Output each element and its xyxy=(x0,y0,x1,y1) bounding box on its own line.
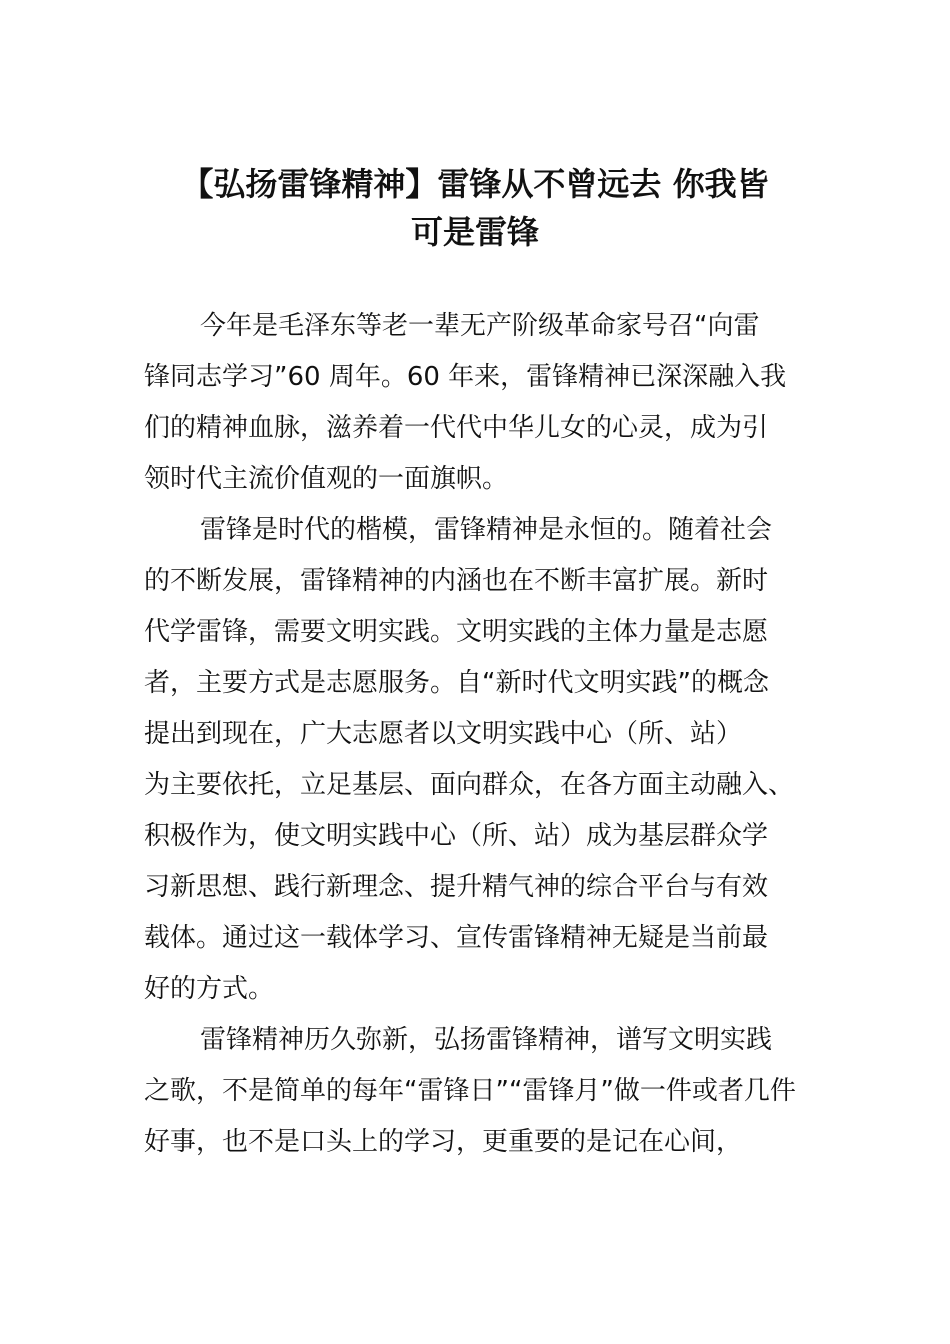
paragraph-line: 锋同志学习”60 周年。60 年来，雷锋精神已深深融入我 xyxy=(144,362,787,392)
paragraph-line: 的不断发展，雷锋精神的内涵也在不断丰富扩展。新时 xyxy=(144,566,769,596)
paragraph-line: 习新思想、践行新理念、提升精气神的综合平台与有效 xyxy=(144,872,769,902)
paragraph-line: 们的精神血脉，滋养着一代代中华儿女的心灵，成为引 xyxy=(144,413,769,443)
paragraph-line: 为主要依托，立足基层、面向群众，在各方面主动融入、 xyxy=(144,770,795,800)
paragraph-2 xyxy=(144,505,814,1015)
paragraph-line: 者，主要方式是志愿服务。自“新时代文明实践”的概念 xyxy=(144,668,769,698)
paragraph-line: 之歌，不是简单的每年“雷锋日”“雷锋月”做一件或者几件 xyxy=(144,1076,796,1106)
paragraph-line: 载体。通过这一载体学习、宣传雷锋精神无疑是当前最 xyxy=(144,923,769,953)
paragraph-line: 领时代主流价值观的一面旗帜。 xyxy=(144,464,509,494)
paragraph-line: 雷锋是时代的楷模，雷锋精神是永恒的。随着社会 xyxy=(200,515,773,545)
title-line-2: 可是雷锋 xyxy=(410,213,539,251)
paragraph-line: 提出到现在，广大志愿者以文明实践中心（所、站） xyxy=(144,719,743,749)
title-line-1: 【弘扬雷锋精神】雷锋从不曾远去 你我皆 xyxy=(181,165,769,203)
paragraph-line: 代学雷锋，需要文明实践。文明实践的主体力量是志愿 xyxy=(144,617,769,647)
paragraph-line: 今年是毛泽东等老一辈无产阶级革命家号召“向雷 xyxy=(200,311,760,341)
paragraph-line: 雷锋精神历久弥新，弘扬雷锋精神，谱写文明实践 xyxy=(200,1025,773,1055)
article-body xyxy=(144,301,814,1168)
article-title xyxy=(140,160,810,256)
paragraph-line: 好的方式。 xyxy=(144,974,275,1004)
paragraph-3 xyxy=(144,1015,814,1168)
paragraph-line: 好事，也不是口头上的学习，更重要的是记在心间， xyxy=(144,1127,743,1157)
paragraph-1 xyxy=(144,301,814,505)
paragraph-line: 积极作为，使文明实践中心（所、站）成为基层群众学 xyxy=(144,821,769,851)
